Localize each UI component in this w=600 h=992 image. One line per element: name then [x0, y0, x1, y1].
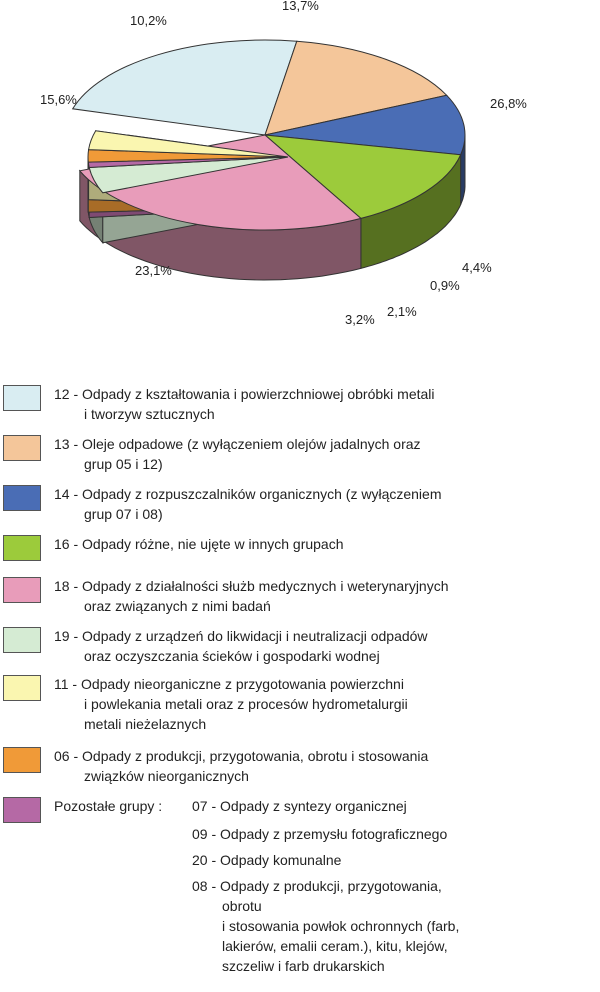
legend-swatch: [3, 797, 41, 823]
legend-swatch: [3, 577, 41, 603]
pie-slice-12: [73, 40, 297, 135]
legend-label: grup 07 i 08): [84, 506, 163, 522]
legend-label: metali nieżelaznych: [84, 716, 207, 732]
other-group-item: [192, 824, 572, 844]
legend-label: 18 - Odpady z działalności służb medycznych i weterynaryjnych: [54, 578, 449, 594]
legend-label: 06 - Odpady z produkcji, przygotowania, obrotu i stosowania: [54, 748, 429, 764]
legend-label: i tworzyw sztucznych: [84, 406, 215, 422]
legend-label: 13 - Oleje odpadowe (z wyłączeniem olejów jadalnych oraz: [54, 436, 421, 452]
legend-label: oraz oczyszczania ścieków i gospodarki wodnej: [84, 648, 380, 664]
other-groups-title: Pozostałe grupy :: [54, 798, 163, 814]
other-group-label: i stosowania powłok ochronnych (farb,: [222, 918, 460, 934]
legend-label: 12 - Odpady z kształtowania i powierzchniowej obróbki metali: [54, 386, 435, 402]
legend-swatch: [3, 627, 41, 653]
other-group-label: 07 - Odpady z syntezy organicznej: [192, 798, 407, 814]
legend-label: grup 05 i 12): [84, 456, 163, 472]
other-group-label: 08 - Odpady z produkcji, przygotowania,: [192, 878, 442, 894]
legend-label: 19 - Odpady z urządzeń do likwidacji i neutralizacji odpadów: [54, 628, 428, 644]
legend-swatch: [3, 485, 41, 511]
legend-label: 14 - Odpady z rozpuszczalników organicznych (z wyłączeniem: [54, 486, 442, 502]
legend-swatch: [3, 385, 41, 411]
legend-swatch: [3, 435, 41, 461]
other-group-label: 20 - Odpady komunalne: [192, 852, 342, 868]
slice-label-12: 23,1%: [135, 263, 172, 278]
other-group-label: lakierów, emalii ceram.), kitu, klejów,: [222, 938, 448, 954]
slice-label-other: 0,9%: [430, 278, 460, 293]
slice-label-06: 2,1%: [387, 304, 417, 319]
legend-swatch: [3, 675, 41, 701]
legend-swatch: [3, 535, 41, 561]
slice-label-16: 13,7%: [282, 0, 319, 13]
other-group-item: [192, 796, 572, 816]
legend-label: 11 - Odpady nieorganiczne z przygotowania powierzchni: [54, 676, 404, 692]
other-group-label: szczeliw i farb drukarskich: [222, 958, 385, 974]
other-group-item: [192, 876, 572, 976]
legend-label: oraz związanych z nimi badań: [84, 598, 271, 614]
other-group-item: [192, 850, 572, 870]
legend-swatch: [3, 747, 41, 773]
slice-label-18: 26,8%: [490, 96, 527, 111]
other-group-label: 09 - Odpady z przemysłu fotograficznego: [192, 826, 448, 842]
other-group-label: obrotu: [222, 898, 262, 914]
slice-label-13: 15,6%: [40, 92, 77, 107]
legend-label: 16 - Odpady różne, nie ujęte w innych grupach: [54, 536, 344, 552]
pie-chart: [0, 0, 600, 360]
slice-label-19: 4,4%: [462, 260, 492, 275]
legend-label: i powlekania metali oraz z procesów hydrometalurgii: [84, 696, 408, 712]
slice-label-11: 3,2%: [345, 312, 375, 327]
legend-label: związków nieorganicznych: [84, 768, 249, 784]
slice-label-14: 10,2%: [130, 13, 167, 28]
